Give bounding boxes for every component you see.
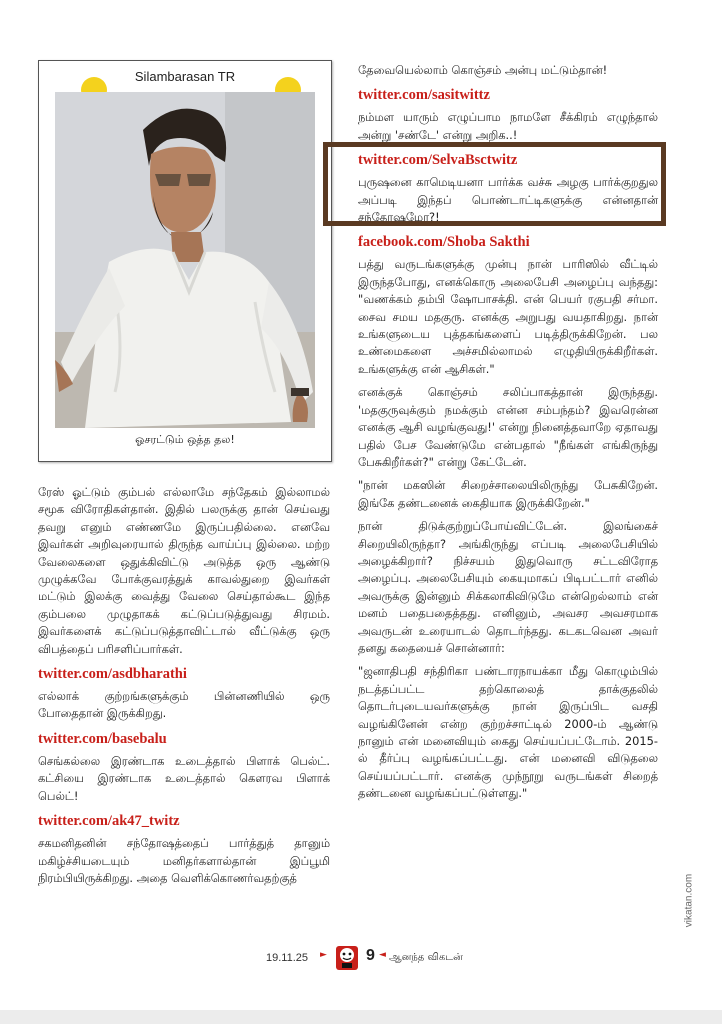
arrow-left-icon: ►	[320, 950, 327, 960]
paragraph: புருஷனை காமெடியனா பார்க்க வச்சு அழகு பார்க்குறதுல அப்படி இந்தப் பொண்டாட்டிகளுக்கு என்னதான் சந்தோஷமோ?!	[358, 175, 658, 225]
left-text-column	[38, 484, 330, 893]
arrow-left-icon: ◄	[379, 950, 386, 960]
paragraph: செங்கல்லை இரண்டாக உடைத்தால் பிளாக் பெல்ட். கட்சியை இரண்டாக உடைத்தால் கௌரவ பிளாக் பெல்ட்!	[38, 753, 330, 803]
portrait-photo	[55, 92, 315, 428]
issue-date: 19.11.25	[266, 952, 309, 964]
page-number: 9	[366, 947, 375, 964]
watermark-text: vikatan.com	[683, 873, 695, 928]
social-handle-link[interactable]: twitter.com/sasitwittz	[358, 87, 490, 104]
portrait-illustration	[55, 92, 315, 428]
social-handle-link[interactable]: twitter.com/ak47_twitz	[38, 813, 180, 830]
social-handle-link[interactable]: twitter.com/SelvaBsctwitz	[358, 152, 518, 169]
page-bottom-strip	[0, 1010, 722, 1024]
highlight-box	[323, 142, 666, 226]
photo-title: Silambarasan TR	[134, 69, 236, 84]
paragraph: சகமனிதனின் சந்தோஷத்தைப் பார்த்துத் தானும் மகிழ்ச்சியடையும் மனிதர்களால்தான் இப்பூமி நிரம்பியிருக்கிறது. அதை வெளிக்கொணர்வதற்குத்	[38, 836, 330, 885]
paragraph: ரேஸ் ஓட்டும் கும்பல் எல்லாமே சந்தேகம் இல்லாமல் சமூக விரோதிகள்தான். இதில் பலருக்கு தான் செய்வது தவறு எனும் எண்ணமே இருப்பதில்லை. எனவே இவர்கள் அறிவுரையால் திருந்த வாய்ப்பு இல்லை. மற்ற வேலைகளை ஒதுக்கிவிட்டு அடுத்த ஒரு ஆண்டு முழுக்கவே போக்குவரத்துக் காவல்துறை இவர்கள் மட்டும் இலக்கு வைத்து வேலை செய்தால்கூட இந்த கும்பலை முழுதாகக் கட்டுப்படுத்துவது சிரமம். இவர்களைக் கட்டுப்படுத்தாவிட்டால் வீட்டுக்கு ஒரு விபத்தைப் பரிசளிப்பார்கள்.	[38, 485, 330, 656]
paragraph: எனக்குக் கொஞ்சம் சலிப்பாகத்தான் இருந்தது. 'மதகுருவுக்கும் நமக்கும் என்ன சம்பந்தம்? இவரென்ன எனக்கு ஆசி வழங்குவது!' என்று நினைத்தவாறே ஏதாவது பதில் பேச வேண்டுமே என்பதால் "நீங்கள் எங்கிருந்து பேசுகிறீர்கள்?" என்று கேட்டேன்.	[358, 385, 658, 469]
mascot-logo-icon	[334, 944, 360, 972]
social-handle-link[interactable]: twitter.com/basebalu	[38, 730, 167, 747]
paragraph: எல்லாக் குற்றங்களுக்கும் பின்னணியில் ஒரு போதைதான் இருக்கிறது.	[38, 689, 330, 721]
page-footer	[0, 944, 722, 974]
paragraph: நம்மள யாரும் எழுப்பாம நாமளே சீக்கிரம் எழுந்தால் அன்று 'சண்டே' என்று அறிக..!	[358, 110, 658, 142]
social-handle-link[interactable]: facebook.com/Shoba Sakthi	[358, 234, 530, 251]
paragraph: தேவையெல்லாம் கொஞ்சம் அன்பு மட்டும்தான்!	[358, 63, 608, 77]
paragraph: "நான் மகஸின் சிறைச்சாலையிலிருந்து பேசுகிறேன். இங்கே தண்டனைக் கைதியாக இருக்கிறேன்."	[358, 478, 658, 510]
magazine-name: ஆனந்த விகடன்	[389, 952, 463, 963]
watermark	[682, 862, 696, 942]
paragraph: "ஜனாதிபதி சந்திரிகா பண்டாரநாயக்கா மீது கொழும்பில் நடத்தப்பட்ட தற்கொலைத் தாக்குதலில் தொடர்புடையவர்களுக்கு நான் இருப்பிட வசதி வழங்கினேன் என்ற குற்றச்சாட்டில் 2000-ம் ஆண்டு நானும் என் மனைவியும் கைது செய்யப்பட்டோம். 2015-ல் தீர்ப்பு வழங்கப்பட்டது. என் மனைவி விடுதலை செய்யப்பட்டார். எனக்கு முந்நூறு வருடங்கள் சிறைத் தண்டனை வழங்கப்பட்டுள்ளது."	[358, 664, 658, 801]
social-handle-link[interactable]: twitter.com/asdbharathi	[38, 666, 187, 683]
photo-caption: ஓசரட்டும் ஒத்த தல!	[135, 433, 235, 446]
paragraph: பத்து வருடங்களுக்கு முன்பு நான் பாரிஸில் வீட்டில் இருந்தபோது, எனக்கொரு அலைபேசி அழைப்பு வந்தது: "வணக்கம் தம்பி ஷோபாசக்தி. என் பெயர் ரகுபதி சர்மா. சைவ சமய மதகுரு. எனக்கு அறுபது வயதாகிறது. நான் உங்களுடைய புத்தகங்களைப் படித்திருக்கிறேன். பல உண்மைகளை அச்சமில்லாமல் எழுதியிருக்கிறீர்கள். உங்களுக்கு என் ஆசிகள்."	[358, 257, 658, 376]
photo-card	[38, 60, 332, 462]
paragraph: நான் திடுக்குற்றுப்போய்விட்டேன். இலங்கைச் சிறையிலிருந்தா? அங்கிருந்து எப்படி அலைபேசியில் அழைக்கிறார்? நிச்சயம் இதுவொரு சட்டவிரோத அழைப்பு. அலைபேசியும் கையுமாகப் பிடிபட்டார் எனில் அவருக்கு இன்னும் சிக்கலாகிவிடுமே என்றெல்லாம் என் மனம் பதைபதைத்தது. எனினும், அவசர அவசரமாக அவருடன் உரையாடல் தொடர்ந்தது. கடகடவென அவர் தனது கதையைச் சொன்னார்:	[358, 519, 659, 655]
